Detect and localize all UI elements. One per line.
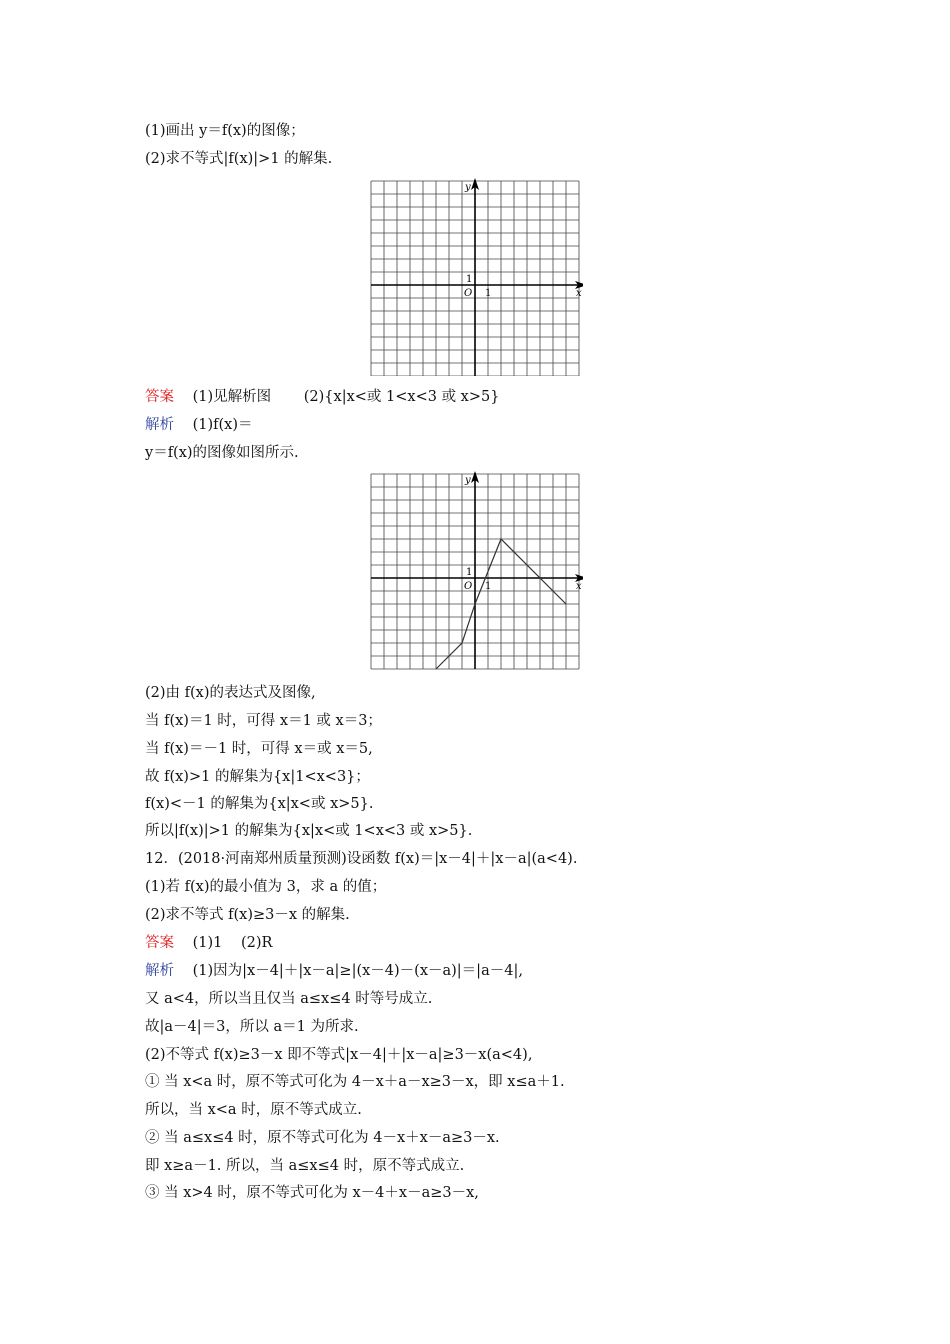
problem12-part1: (1)若 f(x)的最小值为 3，求 a 的值；	[145, 879, 387, 895]
answer12	[145, 934, 272, 952]
y-axis-label: y	[465, 182, 471, 193]
solution12-text1: (1)因为|x－4|＋|x－a|≥|(x－4)－(x－a)|＝|a－4|,	[192, 963, 523, 979]
solution11-line4: 当 f(x)＝1 时，可得 x＝1 或 x＝3；	[145, 713, 382, 729]
answer11-part1: (1)见解析图	[192, 389, 272, 405]
solution11-line8: 所以|f(x)|>1 的解集为{x|x<或 1<x<3 或 x>5}.	[145, 823, 473, 839]
function-graph-svg	[368, 471, 583, 673]
problem11-part2: (2)求不等式|f(x)|>1 的解集.	[145, 151, 333, 167]
problem12-part2: (2)求不等式 f(x)≥3－x 的解集.	[145, 907, 350, 923]
solution12-line1	[145, 962, 523, 980]
x-unit-label: 1	[485, 288, 492, 299]
answer11	[145, 388, 499, 406]
solution12-line3: 故|a－4|＝3，所以 a＝1 为所求.	[145, 1019, 359, 1035]
solution12-line2: 又 a<4，所以当且仅当 a≤x≤4 时等号成立.	[145, 991, 433, 1007]
solution11-line5: 当 f(x)＝－1 时，可得 x＝或 x＝5,	[145, 741, 373, 757]
problem11-part1: (1)画出 y＝f(x)的图像；	[145, 123, 305, 139]
blank-grid-figure	[368, 178, 583, 380]
solution11-line3: (2)由 f(x)的表达式及图像,	[145, 685, 316, 701]
answer-tag: 答案	[145, 935, 174, 951]
function-graph-figure	[368, 471, 583, 677]
solution12-line4: (2)不等式 f(x)≥3－x 即不等式|x－4|＋|x－a|≥3－x(a<4),	[145, 1047, 533, 1063]
solution11-line2: y＝f(x)的图像如图所示.	[145, 445, 299, 461]
problem12-stem: 12．(2018·河南郑州质量预测)设函数 f(x)＝|x－4|＋|x－a|(a<4).	[145, 851, 578, 867]
solution11-text1: (1)f(x)＝	[192, 417, 253, 433]
solution12-line7: ② 当 a≤x≤4 时，原不等式可化为 4－x＋x－a≥3－x.	[145, 1130, 500, 1146]
solution11-line1	[145, 416, 253, 434]
y-axis-label: y	[465, 475, 471, 486]
solution12-line5: ① 当 x<a 时，原不等式可化为 4－x＋a－x≥3－x，即 x≤a＋1.	[145, 1074, 565, 1090]
solution12-line6: 所以，当 x<a 时，原不等式成立.	[145, 1102, 362, 1118]
blank-grid-svg	[368, 178, 583, 376]
origin-label: O	[464, 288, 473, 299]
x-unit-label: 1	[485, 581, 492, 592]
answer12-part2: (2)R	[240, 935, 273, 951]
y-unit-label: 1	[466, 274, 473, 285]
solution11-line7: f(x)<－1 的解集为{x|x<或 x>5}.	[145, 796, 374, 812]
solution11-line6: 故 f(x)>1 的解集为{x|1<x<3}；	[145, 769, 370, 785]
origin-label: O	[464, 581, 473, 592]
solution12-line9: ③ 当 x>4 时，原不等式可化为 x－4＋x－a≥3－x,	[145, 1185, 479, 1201]
solution-tag: 解析	[145, 963, 174, 979]
solution12-line8: 即 x≥a－1. 所以，当 a≤x≤4 时，原不等式成立.	[145, 1158, 465, 1174]
x-axis-label: x	[576, 581, 582, 592]
x-axis-label: x	[576, 288, 582, 299]
answer12-part1: (1)1	[192, 935, 223, 951]
answer-tag: 答案	[145, 389, 174, 405]
answer11-part2: (2){x|x<或 1<x<3 或 x>5}	[303, 389, 500, 405]
y-unit-label: 1	[466, 567, 473, 578]
solution-tag: 解析	[145, 417, 174, 433]
